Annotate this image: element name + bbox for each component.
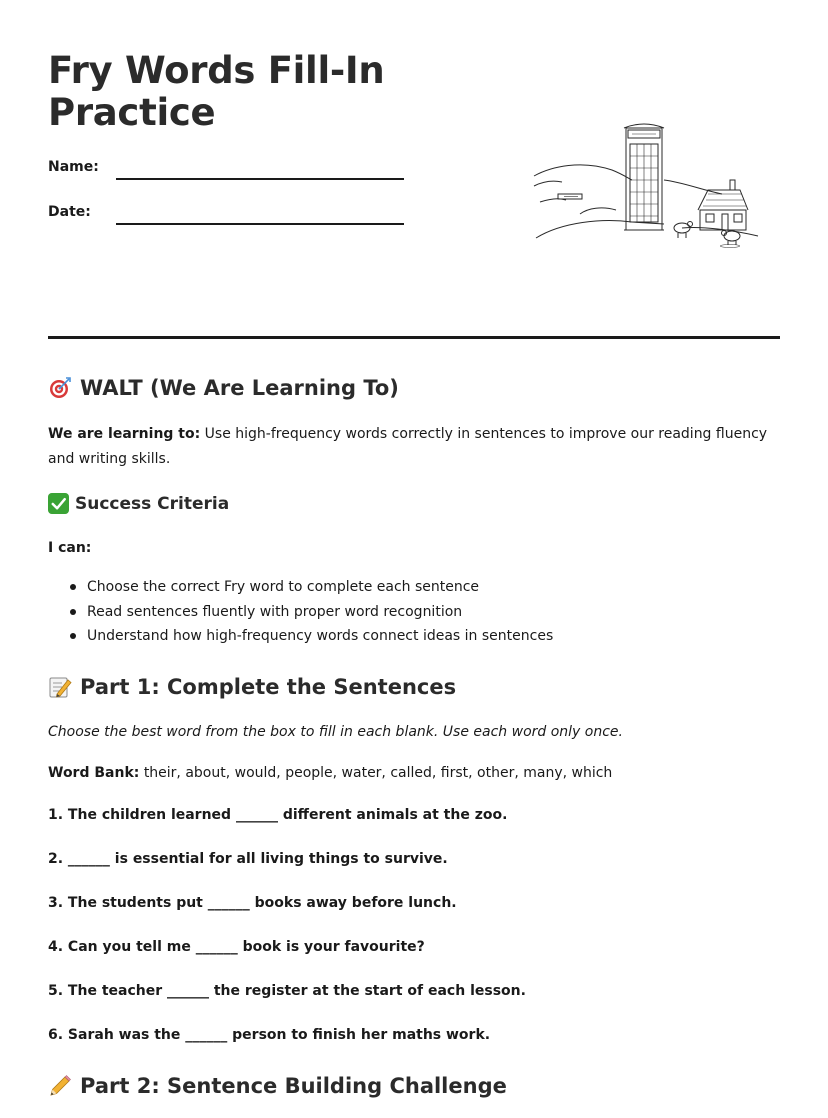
success-criteria-list xyxy=(48,575,553,649)
walt-lead: We are learning to: xyxy=(48,426,201,442)
walt-heading-text: WALT (We Are Learning To) xyxy=(80,376,399,400)
date-line[interactable] xyxy=(116,223,404,225)
date-label: Date: xyxy=(48,204,91,220)
name-label: Name: xyxy=(48,159,99,175)
walt-heading xyxy=(48,376,399,400)
list-item: Understand how high-frequency words connect ideas in sentences xyxy=(48,624,553,649)
memo-icon xyxy=(48,675,72,699)
word-bank-label: Word Bank: xyxy=(48,765,140,781)
question-4: 4. Can you tell me ______ book is your favourite? xyxy=(48,939,425,955)
name-field[interactable] xyxy=(48,159,408,183)
telephone-box-illustration xyxy=(532,118,762,250)
part1-instructions: Choose the best word from the box to fill in each blank. Use each word only once. xyxy=(48,724,623,740)
question-1: 1. The children learned ______ different animals at the zoo. xyxy=(48,807,508,823)
date-field[interactable] xyxy=(48,204,408,228)
name-line[interactable] xyxy=(116,178,404,180)
question-5: 5. The teacher ______ the register at the start of each lesson. xyxy=(48,983,526,999)
pencil-icon xyxy=(48,1074,72,1098)
part1-heading-text: Part 1: Complete the Sentences xyxy=(80,675,457,699)
list-item: Choose the correct Fry word to complete each sentence xyxy=(48,575,553,600)
check-mark-icon xyxy=(48,493,69,514)
success-heading xyxy=(48,493,229,514)
word-bank-words: their, about, would, people, water, called, first, other, many, which xyxy=(143,765,613,781)
word-bank xyxy=(48,761,780,786)
success-heading-text: Success Criteria xyxy=(75,493,230,514)
question-3: 3. The students put ______ books away before lunch. xyxy=(48,895,457,911)
success-lead: I can: xyxy=(48,540,92,556)
question-2: 2. ______ is essential for all living things to survive. xyxy=(48,851,448,867)
question-6: 6. Sarah was the ______ person to finish her maths work. xyxy=(48,1027,491,1043)
target-icon xyxy=(48,376,72,400)
part2-heading-text: Part 2: Sentence Building Challenge xyxy=(80,1074,507,1098)
page-title: Fry Words Fill-In Practice xyxy=(48,49,385,134)
part2-heading xyxy=(48,1074,507,1098)
walt-paragraph xyxy=(48,422,780,472)
part1-heading xyxy=(48,675,456,699)
list-item: Read sentences fluently with proper word recognition xyxy=(48,600,553,625)
walt-text: Use high-frequency words correctly in sentences to improve our reading fluency and writing skills. xyxy=(48,426,768,467)
header-divider xyxy=(48,336,780,339)
